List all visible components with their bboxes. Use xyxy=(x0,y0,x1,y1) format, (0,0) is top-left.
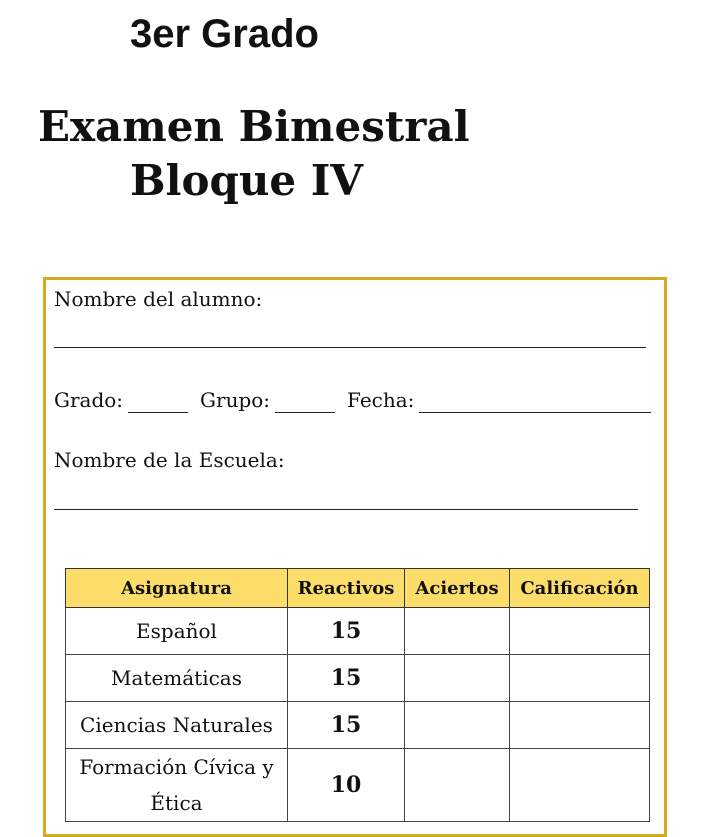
subject-cell: Ciencias Naturales xyxy=(66,702,288,749)
student-name-label: Nombre del alumno: xyxy=(54,287,263,311)
student-name-field[interactable] xyxy=(54,347,646,348)
score-cell[interactable] xyxy=(510,608,650,655)
exam-title-line2: Bloque IV xyxy=(130,156,363,205)
correct-cell[interactable] xyxy=(405,702,510,749)
grade-group-date-row xyxy=(54,387,651,413)
table-row xyxy=(66,608,650,655)
grades-table xyxy=(65,568,650,822)
grade-heading: 3er Grado xyxy=(130,12,319,56)
subject-cell: Matemáticas xyxy=(66,655,288,702)
exam-title xyxy=(38,100,470,208)
subject-cell: Español xyxy=(66,608,288,655)
grade-label: Grado: xyxy=(54,388,124,412)
school-name-field[interactable] xyxy=(54,509,638,510)
items-cell: 10 xyxy=(288,749,405,822)
school-name-label: Nombre de la Escuela: xyxy=(54,448,285,472)
grade-field[interactable] xyxy=(128,392,188,413)
header-score: Calificación xyxy=(510,569,650,608)
score-cell[interactable] xyxy=(510,702,650,749)
table-row xyxy=(66,702,650,749)
score-cell[interactable] xyxy=(510,655,650,702)
score-cell[interactable] xyxy=(510,749,650,822)
correct-cell[interactable] xyxy=(405,655,510,702)
items-cell: 15 xyxy=(288,655,405,702)
items-cell: 15 xyxy=(288,608,405,655)
items-cell: 15 xyxy=(288,702,405,749)
date-field[interactable] xyxy=(419,392,651,413)
exam-title-line1: Examen Bimestral xyxy=(38,102,470,151)
group-field[interactable] xyxy=(275,392,335,413)
group-label: Grupo: xyxy=(200,388,271,412)
table-row xyxy=(66,749,650,822)
correct-cell[interactable] xyxy=(405,608,510,655)
header-correct: Aciertos xyxy=(405,569,510,608)
header-items: Reactivos xyxy=(288,569,405,608)
subject-cell: Formación Cívica y Ética xyxy=(66,749,288,822)
header-subject: Asignatura xyxy=(66,569,288,608)
date-label: Fecha: xyxy=(347,388,415,412)
table-row xyxy=(66,655,650,702)
correct-cell[interactable] xyxy=(405,749,510,822)
table-header-row xyxy=(66,569,650,608)
